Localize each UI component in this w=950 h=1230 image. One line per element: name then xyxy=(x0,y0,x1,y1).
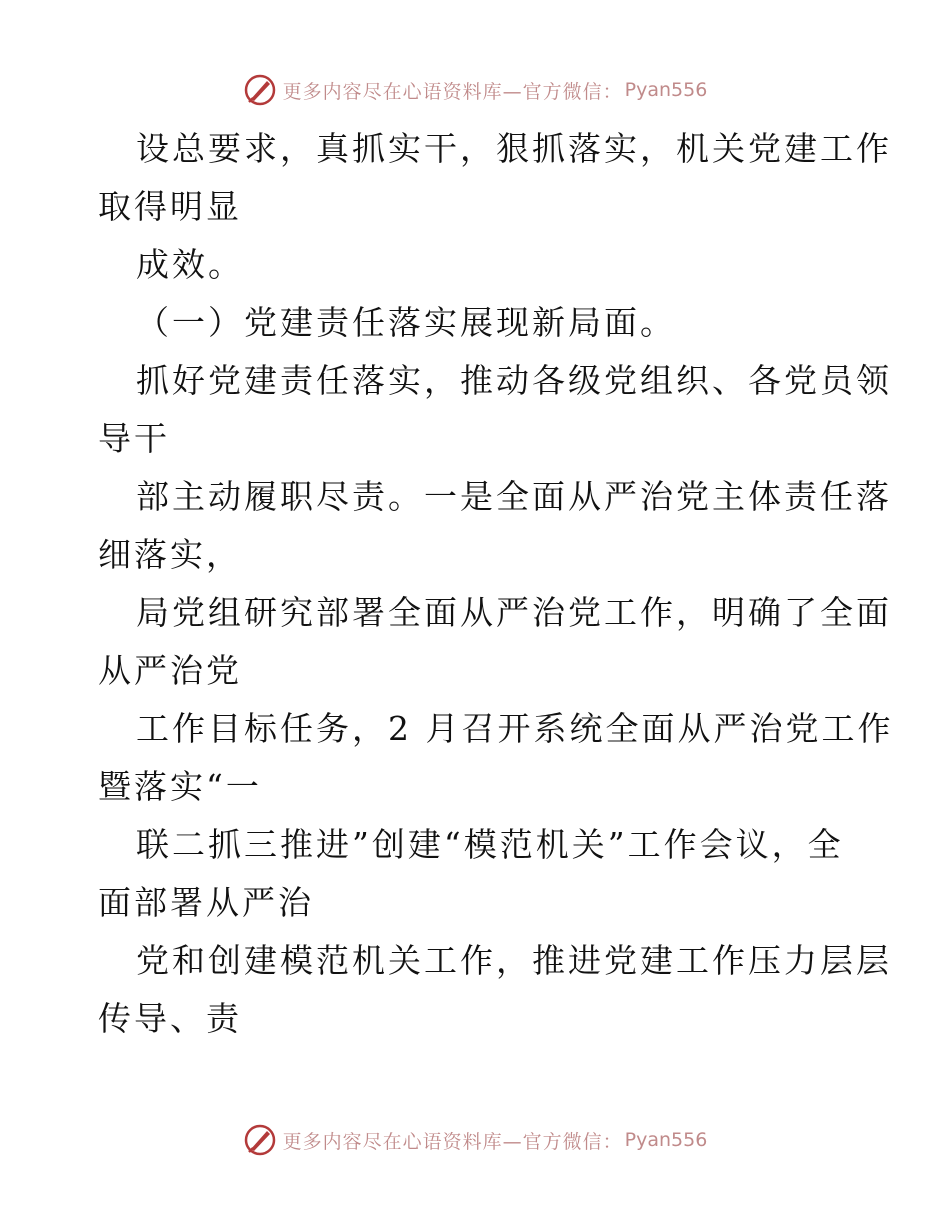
text-line: 工作目标任务，2 月召开系统全面从严治党工作 xyxy=(136,709,894,748)
watermark-text: 更多内容尽在心语资料库—官方微信： xyxy=(282,1130,623,1153)
watermark-wechat-id: Pyan556 xyxy=(624,1129,708,1151)
text-line: 成效。 xyxy=(136,245,244,284)
text-line: 联二抓三推进”创建“模范机关”工作会议，全 xyxy=(136,825,844,864)
feather-pen-logo-icon xyxy=(243,1123,277,1157)
section-heading: （一）党建责任落实展现新局面。 xyxy=(136,303,676,342)
text-line: 局党组研究部署全面从严治党工作，明确了全面 xyxy=(136,593,892,632)
watermark-text: 更多内容尽在心语资料库—官方微信： xyxy=(282,80,623,103)
text-line: 暨落实“一 xyxy=(98,767,262,806)
text-line: 抓好党建责任落实，推动各级党组织、各党员领 xyxy=(136,361,892,400)
text-line: 部主动履职尽责。一是全面从严治党主体责任落 xyxy=(136,477,892,516)
document-body xyxy=(98,120,894,1048)
text-line: 从严治党 xyxy=(98,651,242,690)
text-line: 党和创建模范机关工作，推进党建工作压力层层 xyxy=(136,941,892,980)
header-watermark xyxy=(0,70,950,110)
watermark-wechat-id: Pyan556 xyxy=(624,79,708,101)
text-line: 设总要求，真抓实干，狠抓落实，机关党建工作 xyxy=(136,129,892,168)
text-line: 面部署从严治 xyxy=(98,883,314,922)
text-line: 传导、责 xyxy=(98,999,242,1038)
text-line: 导干 xyxy=(98,419,170,458)
text-line: 细落实， xyxy=(98,535,242,574)
text-line: 取得明显 xyxy=(98,187,242,226)
footer-watermark xyxy=(0,1120,950,1160)
feather-pen-logo-icon xyxy=(243,73,277,107)
